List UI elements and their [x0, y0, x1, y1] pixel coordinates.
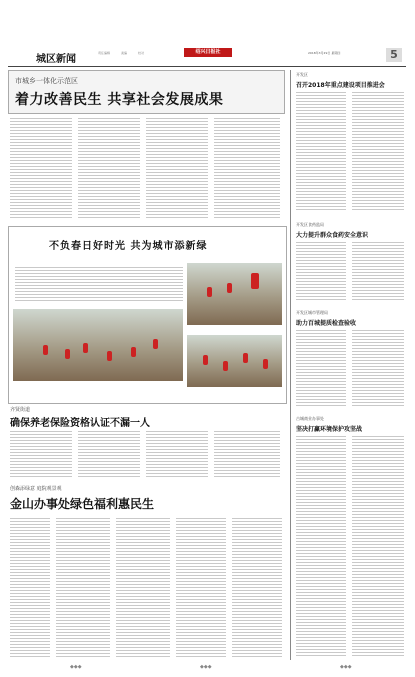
tree-feature	[8, 226, 287, 404]
pension-kicker: 齐贤街道	[10, 407, 31, 413]
lead-article	[8, 70, 285, 222]
footer-ornament-right: ◆◆◆	[340, 664, 352, 670]
sidebar-3-kicker: 开发区城市管理局	[296, 310, 328, 315]
editor-credit-2: 美编	[120, 51, 127, 55]
tree-photo-main	[13, 309, 183, 381]
editor-credit-1: 责任编辑	[98, 51, 111, 55]
footer-ornament-mid: ◆◆◆	[200, 664, 212, 670]
editor-credit-3: 校对	[137, 51, 144, 55]
sidebar-2-headline: 大力提升群众食药安全意识	[296, 232, 369, 239]
sidebar-3-col-b	[352, 330, 404, 408]
sidebar-2-col-b	[352, 242, 404, 300]
sidebar-story-4	[296, 416, 404, 660]
masthead-logo: 绍兴日报社	[184, 48, 232, 57]
lead-headline-box	[8, 70, 285, 114]
pension-headline: 确保养老保险资格认证不漏一人	[10, 418, 150, 429]
jinshan-headline: 金山办事处绿色福利惠民生	[10, 497, 155, 511]
footer-ornament-left: ◆◆◆	[70, 664, 82, 670]
jinshan-kicker: 创森添绿意 庭院观景观	[10, 486, 62, 492]
page-number: 5	[386, 48, 402, 62]
jinshan-col-3	[116, 518, 170, 658]
lead-kicker: 市城乡一体化示范区	[15, 77, 78, 85]
pension-col-1	[10, 431, 72, 479]
sidebar-2-kicker: 开发区食药监局	[296, 222, 324, 227]
jinshan-col-1	[10, 518, 50, 658]
sidebar-3-headline: 助力百城提质检查验收	[296, 320, 357, 327]
editor-credits	[98, 51, 144, 55]
section-title: 城区新闻	[36, 54, 76, 65]
tree-photo-top-right	[187, 263, 282, 325]
jinshan-col-2	[56, 518, 110, 658]
sidebar-story-1	[296, 72, 404, 212]
tree-photo-bottom-right	[187, 335, 282, 387]
sidebar-3-col-a	[296, 330, 346, 408]
sidebar-divider	[290, 70, 291, 660]
sidebar-1-headline: 召开2018年重点建设项目推进会	[296, 82, 385, 89]
tree-headline: 不负春日好时光 共为城市添新绿	[49, 241, 208, 252]
page-header	[8, 44, 406, 66]
sidebar-story-3	[296, 310, 404, 410]
sidebar-4-headline: 坚决打赢环境保护攻坚战	[296, 426, 363, 433]
tree-intro-text	[15, 267, 183, 303]
lead-col-2	[78, 118, 140, 218]
sidebar-1-col-a	[296, 92, 346, 210]
pension-col-4	[214, 431, 280, 479]
header-rule	[8, 66, 406, 67]
lead-headline: 着力改善民生 共享社会发展成果	[15, 92, 224, 108]
lead-col-1	[10, 118, 72, 218]
sidebar-4-col-a	[296, 436, 346, 658]
issue-date: 2018年3月29日 星期四	[308, 51, 341, 55]
pension-col-3	[146, 431, 208, 479]
sidebar-2-col-a	[296, 242, 346, 300]
sidebar-4-col-b	[352, 436, 404, 658]
jinshan-col-4	[176, 518, 226, 658]
sidebar-4-kicker: 古城商业办事处	[296, 416, 324, 421]
jinshan-col-5	[232, 518, 282, 658]
sidebar-1-col-b	[352, 92, 404, 210]
pension-article	[8, 405, 285, 481]
jinshan-article	[8, 484, 285, 662]
sidebar-story-2	[296, 222, 404, 302]
lead-col-3	[146, 118, 208, 218]
lead-col-4	[214, 118, 280, 218]
pension-col-2	[78, 431, 140, 479]
sidebar-1-kicker: 开发区	[296, 72, 308, 77]
